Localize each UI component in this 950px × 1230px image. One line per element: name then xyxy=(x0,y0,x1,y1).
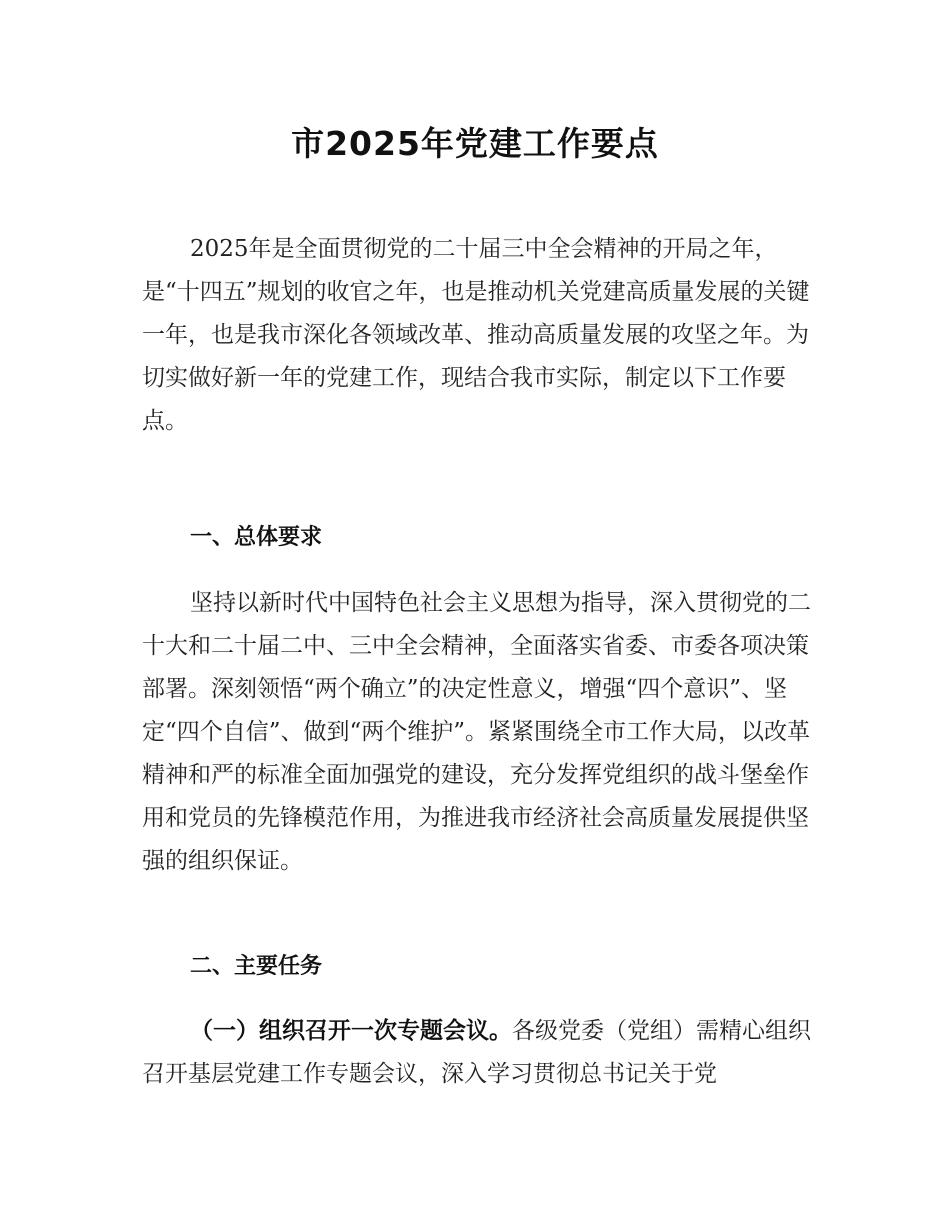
section-heading-main-tasks: 二、主要任务 xyxy=(190,954,323,979)
section-heading-general-requirements: 一、总体要求 xyxy=(190,525,323,550)
task-item-1-body: 各级党委（党组）需精心组织召开基层党建工作专题会议，深入学习贯彻总书记关于党 xyxy=(142,1018,811,1087)
general-requirements-paragraph: 坚持以新时代中国特色社会主义思想为指导，深入贯彻党的二十大和二十届二中、三中全会精神，全面落实省委、市委各项决策部署。深刻领悟“两个确立”的决定性意义，增强“四个意识”、坚定“四个自信”、做到“两个维护”。紧紧围绕全市工作大局，以改革精神和严的标准全面加强党的建设，充分发挥党组织的战斗堡垒作用和党员的先锋模范作用，为推进我市经济社会高质量发展提供坚强的组织保证。 xyxy=(142,590,811,874)
task-item-1-paragraph xyxy=(142,1010,814,1096)
task-item-1-lead: （一）组织召开一次专题会议。 xyxy=(190,1018,512,1044)
document-title: 市2025年党建工作要点 xyxy=(291,124,659,163)
intro-paragraph: 2025年是全面贯彻党的二十届三中全会精神的开局之年，是“十四五”规划的收官之年，也是推动机关党建高质量发展的关键一年，也是我市深化各领域改革、推动高质量发展的攻坚之年。为切实做好新一年的党建工作，现结合我市实际，制定以下工作要点。 xyxy=(142,236,810,434)
